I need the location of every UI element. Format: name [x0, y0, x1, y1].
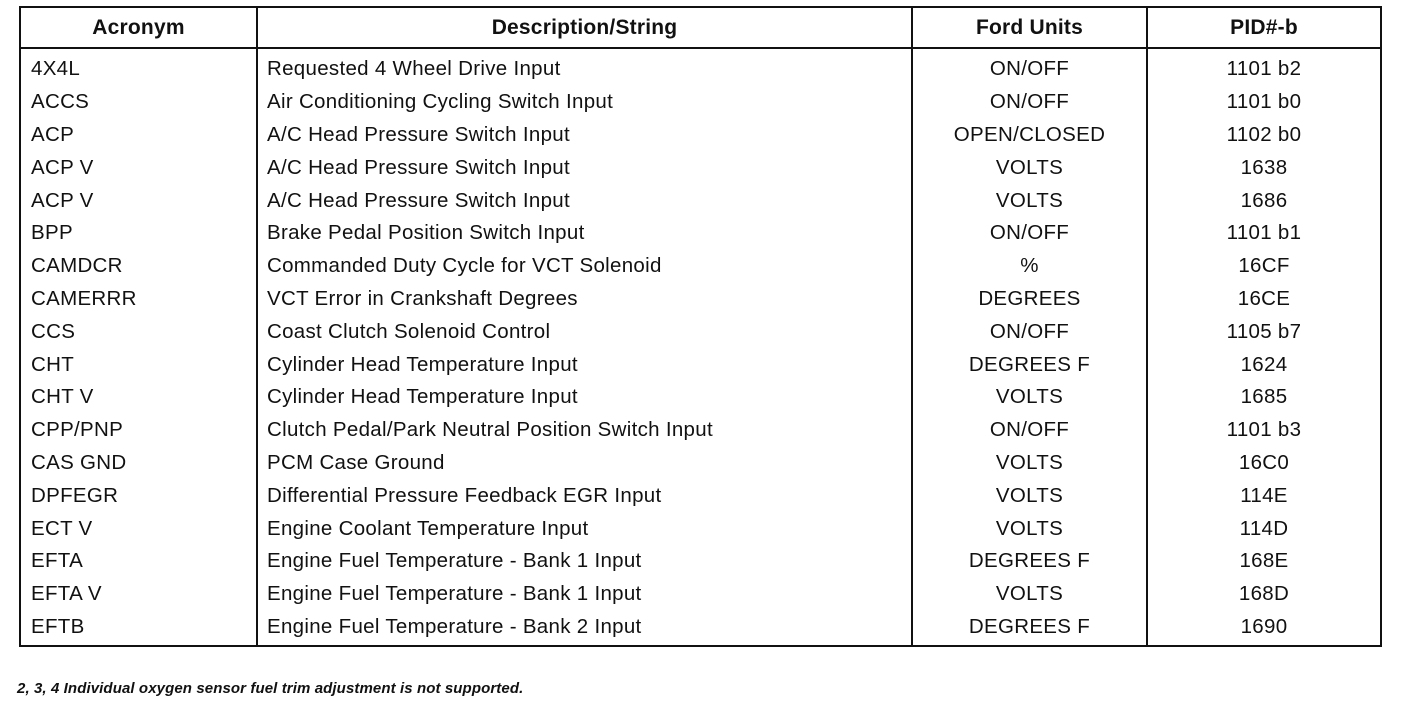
acronym-cell: DPFEGR: [20, 479, 257, 512]
units-cell: OPEN/CLOSED: [912, 119, 1147, 152]
footnote: 2, 3, 4 Individual oxygen sensor fuel trim adjustment is not supported.: [17, 680, 524, 697]
units-cell: ON/OFF: [912, 315, 1147, 348]
description-cell: A/C Head Pressure Switch Input: [257, 151, 912, 184]
table-row: [20, 578, 1381, 611]
table-row: [20, 381, 1381, 414]
table-row: [20, 545, 1381, 578]
pid-cell: 1105 b7: [1147, 315, 1381, 348]
table-row: [20, 512, 1381, 545]
table-row: [20, 86, 1381, 119]
description-cell: Engine Fuel Temperature - Bank 1 Input: [257, 545, 912, 578]
acronym-cell: CAS GND: [20, 447, 257, 480]
table-row: [20, 184, 1381, 217]
description-cell: A/C Head Pressure Switch Input: [257, 184, 912, 217]
description-cell: Cylinder Head Temperature Input: [257, 348, 912, 381]
description-cell: Engine Fuel Temperature - Bank 1 Input: [257, 578, 912, 611]
description-cell: Engine Coolant Temperature Input: [257, 512, 912, 545]
units-cell: DEGREES: [912, 283, 1147, 316]
description-cell: Coast Clutch Solenoid Control: [257, 315, 912, 348]
pid-cell: 1102 b0: [1147, 119, 1381, 152]
table-row: [20, 348, 1381, 381]
table-row: [20, 447, 1381, 480]
description-cell: PCM Case Ground: [257, 447, 912, 480]
acronym-cell: ECT V: [20, 512, 257, 545]
description-cell: Requested 4 Wheel Drive Input: [257, 48, 912, 86]
units-cell: DEGREES F: [912, 545, 1147, 578]
description-cell: A/C Head Pressure Switch Input: [257, 119, 912, 152]
table-row: [20, 217, 1381, 250]
units-cell: VOLTS: [912, 151, 1147, 184]
header-description: Description/String: [257, 7, 912, 48]
pid-cell: 168E: [1147, 545, 1381, 578]
table-row: [20, 479, 1381, 512]
pid-cell: 1686: [1147, 184, 1381, 217]
acronym-cell: BPP: [20, 217, 257, 250]
header-units: Ford Units: [912, 7, 1147, 48]
units-cell: ON/OFF: [912, 86, 1147, 119]
acronym-cell: ACP V: [20, 151, 257, 184]
acronym-cell: CPP/PNP: [20, 414, 257, 447]
table-row: [20, 250, 1381, 283]
table-row: [20, 151, 1381, 184]
pid-table: [19, 6, 1382, 647]
pid-cell: 168D: [1147, 578, 1381, 611]
pid-cell: 16C0: [1147, 447, 1381, 480]
pid-cell: 1101 b2: [1147, 48, 1381, 86]
description-cell: Brake Pedal Position Switch Input: [257, 217, 912, 250]
header-acronym: Acronym: [20, 7, 257, 48]
units-cell: VOLTS: [912, 381, 1147, 414]
table-row: [20, 48, 1381, 86]
units-cell: ON/OFF: [912, 414, 1147, 447]
description-cell: Clutch Pedal/Park Neutral Position Switch Input: [257, 414, 912, 447]
description-cell: Commanded Duty Cycle for VCT Solenoid: [257, 250, 912, 283]
pid-cell: 1101 b3: [1147, 414, 1381, 447]
description-cell: Engine Fuel Temperature - Bank 2 Input: [257, 611, 912, 647]
units-cell: VOLTS: [912, 447, 1147, 480]
pid-cell: 16CE: [1147, 283, 1381, 316]
acronym-cell: ACP: [20, 119, 257, 152]
acronym-cell: CHT: [20, 348, 257, 381]
pid-cell: 1101 b1: [1147, 217, 1381, 250]
header-row: [20, 7, 1381, 48]
pid-cell: 1690: [1147, 611, 1381, 647]
acronym-cell: ACCS: [20, 86, 257, 119]
table-row: [20, 283, 1381, 316]
description-cell: Cylinder Head Temperature Input: [257, 381, 912, 414]
units-cell: VOLTS: [912, 578, 1147, 611]
acronym-cell: EFTA V: [20, 578, 257, 611]
pid-cell: 1101 b0: [1147, 86, 1381, 119]
pid-cell: 114D: [1147, 512, 1381, 545]
description-cell: Air Conditioning Cycling Switch Input: [257, 86, 912, 119]
description-cell: VCT Error in Crankshaft Degrees: [257, 283, 912, 316]
units-cell: DEGREES F: [912, 611, 1147, 647]
table-row: [20, 611, 1381, 647]
units-cell: VOLTS: [912, 479, 1147, 512]
pid-cell: 1624: [1147, 348, 1381, 381]
acronym-cell: 4X4L: [20, 48, 257, 86]
table-row: [20, 315, 1381, 348]
acronym-cell: CAMDCR: [20, 250, 257, 283]
acronym-cell: ACP V: [20, 184, 257, 217]
acronym-cell: EFTA: [20, 545, 257, 578]
header-pid: PID#-b: [1147, 7, 1381, 48]
units-cell: %: [912, 250, 1147, 283]
units-cell: DEGREES F: [912, 348, 1147, 381]
acronym-cell: EFTB: [20, 611, 257, 647]
acronym-cell: CAMERRR: [20, 283, 257, 316]
pid-cell: 114E: [1147, 479, 1381, 512]
table-header: [20, 7, 1381, 48]
pid-cell: 1638: [1147, 151, 1381, 184]
pid-cell: 16CF: [1147, 250, 1381, 283]
table-row: [20, 414, 1381, 447]
pid-cell: 1685: [1147, 381, 1381, 414]
units-cell: ON/OFF: [912, 48, 1147, 86]
units-cell: VOLTS: [912, 184, 1147, 217]
description-cell: Differential Pressure Feedback EGR Input: [257, 479, 912, 512]
table-row: [20, 119, 1381, 152]
units-cell: VOLTS: [912, 512, 1147, 545]
acronym-cell: CCS: [20, 315, 257, 348]
acronym-cell: CHT V: [20, 381, 257, 414]
table-body: [20, 48, 1381, 646]
units-cell: ON/OFF: [912, 217, 1147, 250]
